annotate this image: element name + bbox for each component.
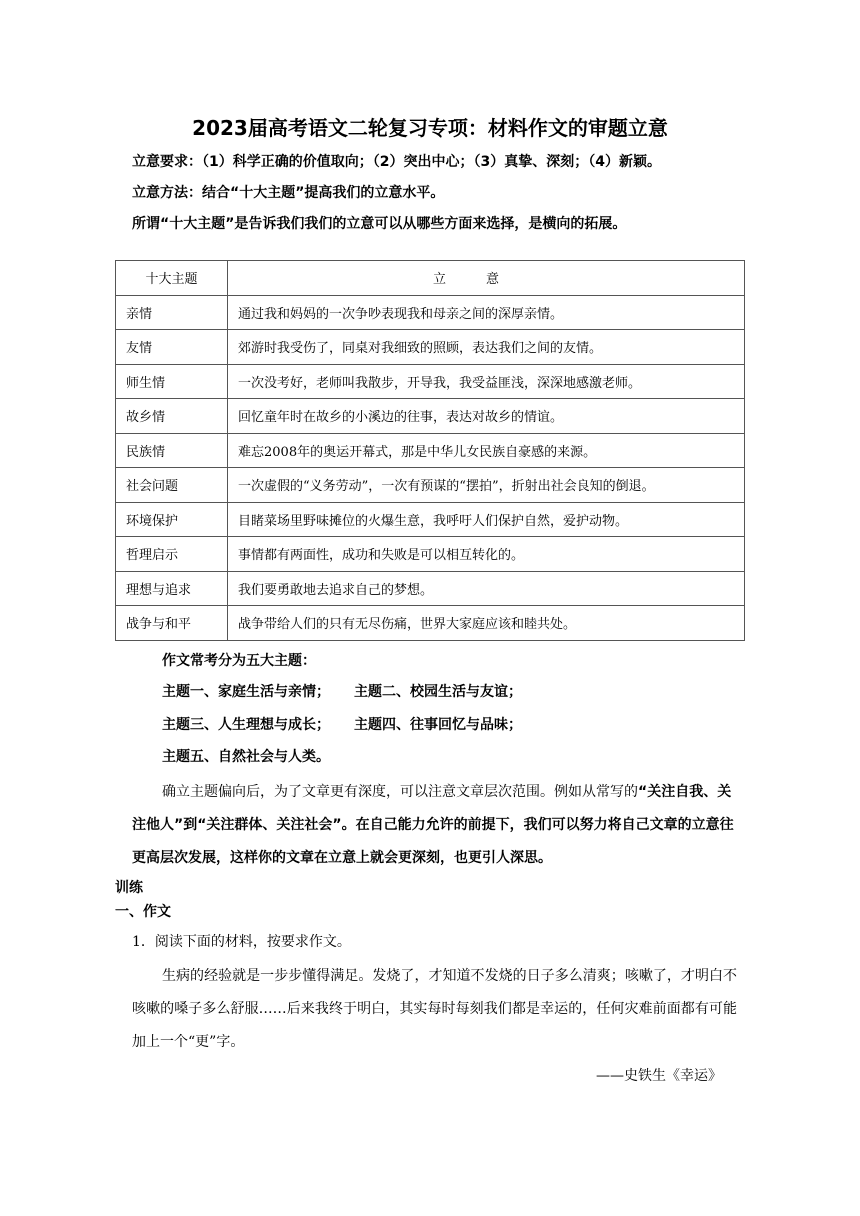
header-idea xyxy=(228,261,745,296)
depth-bold: “关注自我、关注他人”到“关注群体、关注社会”。在自己能力允许的前提下，我们可以努力将自己文章的立意往更高层次发展，这样你的文章在立意上就会更深刻，也更引人深思。 xyxy=(132,784,734,866)
theme-5: 主题五、自然社会与人类。 xyxy=(162,749,330,765)
idea-cell: 目睹菜场里野味摊位的火爆生意，我呼吁人们保护自然，爱护动物。 xyxy=(228,502,745,537)
idea-cell: 一次没考好，老师叫我散步，开导我，我受益匪浅，深深地感激老师。 xyxy=(228,364,745,399)
theme-cell: 社会问题 xyxy=(116,468,228,503)
theme-line-1 xyxy=(162,682,522,702)
question-1: 1．阅读下面的材料，按要求作文。 xyxy=(132,934,351,950)
requirements-line: 立意要求：（1）科学正确的价值取向；（2）突出中心；（3）真挚、深刻；（4）新颖。 xyxy=(132,154,661,170)
idea-cell: 事情都有两面性，成功和失败是可以相互转化的。 xyxy=(228,537,745,572)
theme-cell: 理想与追求 xyxy=(116,571,228,606)
table-row xyxy=(116,571,745,606)
idea-cell: 回忆童年时在故乡的小溪边的往事，表达对故乡的情谊。 xyxy=(228,399,745,434)
material-source: ——史铁生《幸运》 xyxy=(596,1068,722,1084)
theme-4: 主题四、往事回忆与品味； xyxy=(354,717,522,733)
training-label: 训练 xyxy=(115,880,143,896)
header-theme: 十大主题 xyxy=(116,261,228,296)
table-row xyxy=(116,399,745,434)
idea-cell: 郊游时我受伤了，同桌对我细致的照顾，表达我们之间的友情。 xyxy=(228,330,745,365)
theme-cell: 民族情 xyxy=(116,433,228,468)
table-row xyxy=(116,468,745,503)
theme-cell: 哲理启示 xyxy=(116,537,228,572)
theme-cell: 亲情 xyxy=(116,295,228,330)
table-row xyxy=(116,502,745,537)
idea-cell: 一次虚假的“义务劳动”，一次有预谋的“摆拍”，折射出社会良知的倒退。 xyxy=(228,468,745,503)
explanation-line: 所谓“十大主题”是告诉我们我们的立意可以从哪些方面来选择，是横向的拓展。 xyxy=(132,216,627,232)
themes-table xyxy=(115,260,745,641)
header-idea-label: 立意 xyxy=(432,272,539,288)
idea-cell: 战争带给人们的只有无尽伤痛，世界大家庭应该和睦共处。 xyxy=(228,606,745,641)
table-row xyxy=(116,295,745,330)
theme-cell: 故乡情 xyxy=(116,399,228,434)
table-body xyxy=(116,295,745,640)
method-line: 立意方法：结合“十大主题”提高我们的立意水平。 xyxy=(132,185,445,201)
theme-line-2 xyxy=(162,715,522,735)
table-row xyxy=(116,606,745,641)
section-label: 一、作文 xyxy=(115,904,171,920)
depth-paragraph xyxy=(132,776,737,875)
page-title: 2023届高考语文二轮复习专项：材料作文的审题立意 xyxy=(192,116,668,140)
material-text: 生病的经验就是一步步懂得满足。发烧了，才知道不发烧的日子多么清爽；咳嗽了，才明白不咳嗽的嗓子多么舒服……后来我终于明白，其实每时每刻我们都是幸运的，任何灾难前面都有可能加上一个“更”字。 xyxy=(132,968,737,1050)
idea-cell: 难忘2008年的奥运开幕式，那是中华儿女民族自豪感的来源。 xyxy=(228,433,745,468)
theme-cell: 友情 xyxy=(116,330,228,365)
theme-cell: 战争与和平 xyxy=(116,606,228,641)
table-header-row xyxy=(116,261,745,296)
idea-cell: 我们要勇敢地去追求自己的梦想。 xyxy=(228,571,745,606)
theme-2: 主题二、校园生活与友谊； xyxy=(354,684,522,700)
table-row xyxy=(116,364,745,399)
table-row xyxy=(116,537,745,572)
theme-cell: 环境保护 xyxy=(116,502,228,537)
five-themes-intro: 作文常考分为五大主题： xyxy=(162,653,316,669)
idea-cell: 通过我和妈妈的一次争吵表现我和母亲之间的深厚亲情。 xyxy=(228,295,745,330)
theme-3: 主题三、人生理想与成长； xyxy=(162,717,330,733)
theme-cell: 师生情 xyxy=(116,364,228,399)
depth-lead: 确立主题偏向后，为了文章更有深度，可以注意文章层次范围。例如从常写的 xyxy=(162,784,638,800)
table-row xyxy=(116,433,745,468)
table-row xyxy=(116,330,745,365)
theme-1: 主题一、家庭生活与亲情； xyxy=(162,684,330,700)
